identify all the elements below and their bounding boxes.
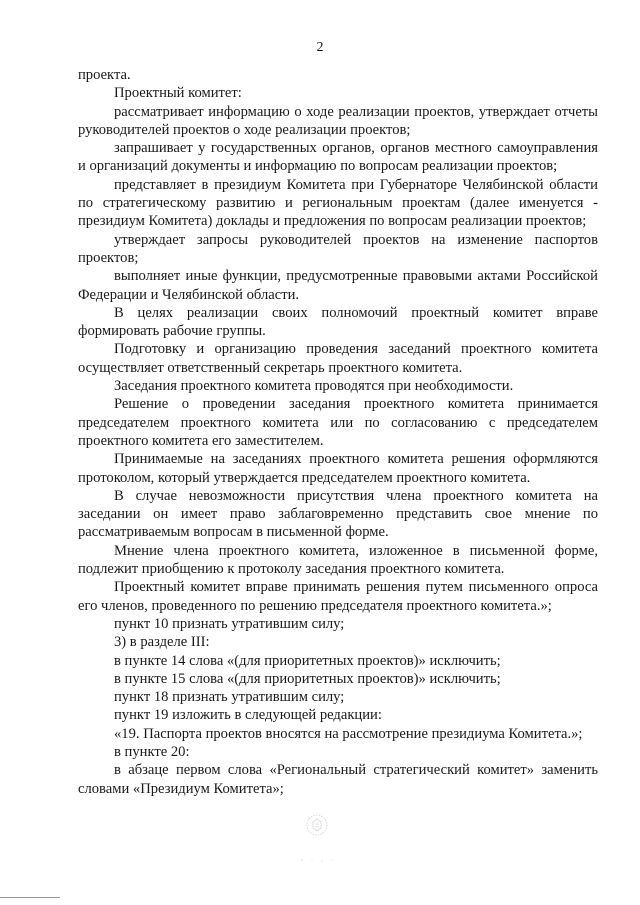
paragraph: Проектный комитет вправе принимать решения путем письменного опроса его членов, проведенного по решению председателя проектного комитета.»; [78, 579, 598, 614]
paragraph: В целях реализации своих полномочий проектный комитет вправе формировать рабочие группы. [78, 304, 598, 340]
paragraph: пункт 18 признать утратившим силу; [114, 689, 345, 706]
scan-artifact-marks [298, 855, 338, 865]
paragraph: рассматривает информацию о ходе реализации проектов, утверждает отчеты руководителей проектов о ходе реализации проектов; [78, 103, 598, 138]
paragraph: утверждает запросы руководителей проектов на изменение паспортов проектов; [78, 231, 598, 266]
paragraph: В случае невозможности присутствия члена проектного комитета на заседании он имеет право заблаговременно представить свое мнение по рассматриваемым вопросам в письменной форме. [78, 487, 598, 541]
paragraph: в абзаце первом слова «Региональный стратегический комитет» заменить словами «Президиум Комитета»; [78, 762, 598, 797]
paragraph: «19. Паспорта проектов вносятся на рассмотрение президиума Комитета.»; [114, 725, 583, 742]
paragraph: представляет в президиум Комитета при Губернаторе Челябинской области по стратегическому развитию и региональным проектам (далее именуется - президиум Комитета) доклады и предложения по вопросам реализации проектов; [78, 176, 598, 230]
paragraph: выполняет иные функции, предусмотренные правовыми актами Российской Федерации и Челябинской области. [78, 268, 598, 303]
seal-stamp-icon [304, 812, 330, 838]
page-number: 2 [316, 40, 324, 55]
paragraph: Мнение члена проектного комитета, изложенное в письменной форме, подлежит приобщению к протоколу заседания проектного комитета. [78, 542, 598, 578]
paragraph: запрашивает у государственных органов, органов местного самоуправления и организаций документы и информацию по вопросам реализации проектов; [78, 140, 598, 175]
paragraph: Подготовку и организацию проведения заседаний проектного комитета осуществляет ответственный секретарь проектного комитета. [78, 341, 598, 376]
paragraph: в пункте 20: [114, 743, 190, 760]
paragraph: в пункте 14 слова «(для приоритетных проектов)» исключить; [114, 652, 501, 669]
paragraph: 3) в разделе III: [114, 634, 210, 651]
scan-edge-line [0, 897, 60, 898]
paragraph: Заседания проектного комитета проводятся при необходимости. [114, 378, 514, 395]
document-body [78, 66, 598, 798]
paragraph: пункт 10 признать утратившим силу; [114, 615, 345, 632]
paragraph: Принимаемые на заседаниях проектного комитета решения оформляются протоколом, который утверждается председателем проектного комитета. [78, 451, 598, 486]
paragraph: пункт 19 изложить в следующей редакции: [114, 707, 382, 724]
paragraph: Решение о проведении заседания проектного комитета принимается председателем проектного комитета или по согласованию с председателем проектного комитета его заместителем. [78, 396, 598, 449]
paragraph: проекта. [78, 67, 131, 83]
paragraph: в пункте 15 слова «(для приоритетных проектов)» исключить; [114, 670, 501, 687]
paragraph: Проектный комитет: [114, 85, 242, 102]
